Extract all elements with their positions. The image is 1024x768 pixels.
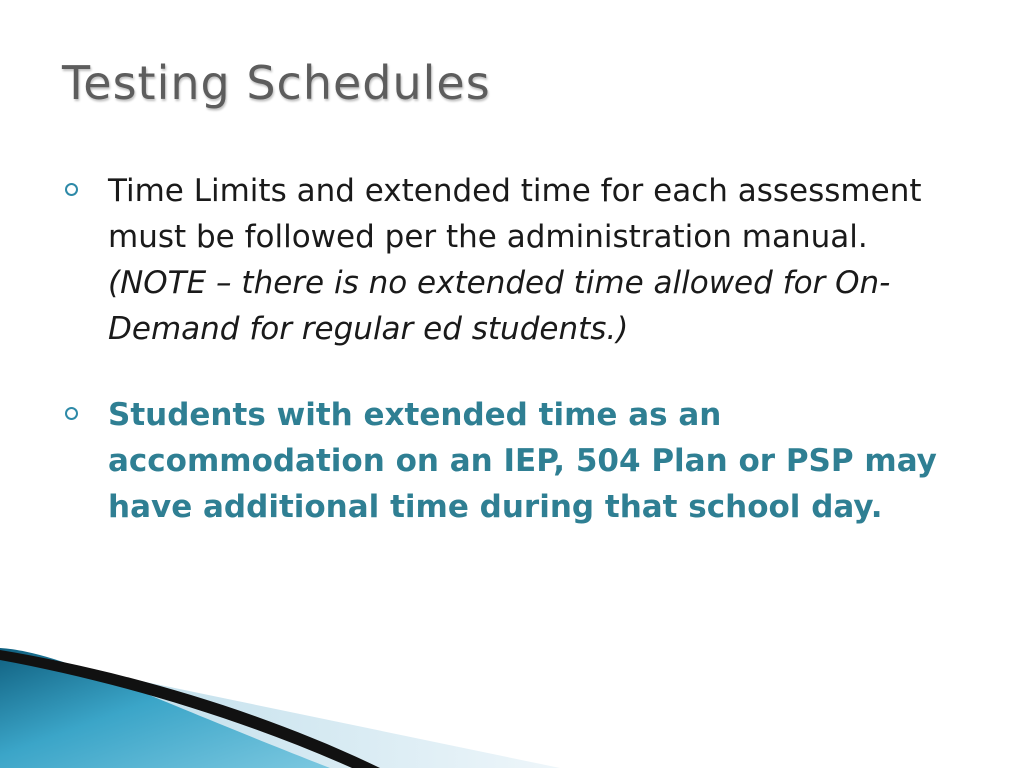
bullet-main-text: Students with extended time as an accommodation on an IEP, 504 Plan or PSP may have additional time during that school day. <box>108 397 937 525</box>
bullet-list <box>62 168 962 530</box>
decorative-swoosh <box>0 630 1024 768</box>
hollow-circle-bullet-icon <box>65 407 78 420</box>
bullet-main-text: Time Limits and extended time for each assessment must be followed per the administration manual. <box>108 173 922 255</box>
bullet-text <box>108 173 922 347</box>
bullet-note-text: (NOTE – there is no extended time allowed for On-Demand for regular ed students.) <box>108 265 891 347</box>
bullet-item-extended-time <box>62 392 962 530</box>
hollow-circle-bullet-icon <box>65 183 78 196</box>
bullet-item-time-limits <box>62 168 962 352</box>
slide-title: Testing Schedules <box>62 56 491 110</box>
